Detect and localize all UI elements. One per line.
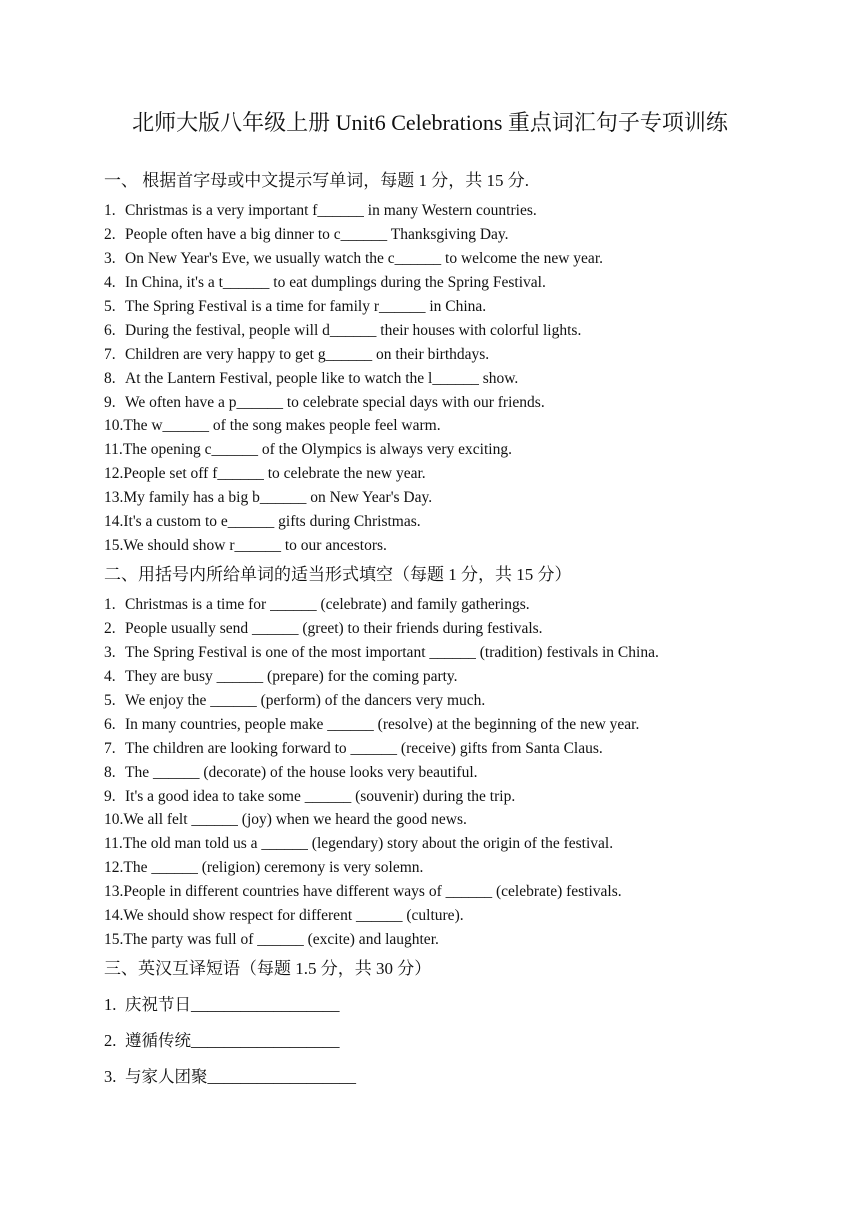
item-text: During the festival, people will d______ their houses with colorful lights.: [125, 322, 582, 339]
item-text: People set off f______ to celebrate the new year.: [123, 465, 426, 482]
item-number: 5.: [104, 692, 116, 709]
item-text: Christmas is a time for ______ (celebrate) and family gatherings.: [125, 596, 530, 613]
item-number: 13.: [104, 489, 124, 506]
list-item: [104, 273, 546, 293]
item-text: It's a custom to e______ gifts during Christmas.: [123, 513, 421, 530]
item-text: They are busy ______ (prepare) for the coming party.: [125, 668, 458, 685]
list-item: [104, 595, 530, 615]
item-text: At the Lantern Festival, people like to watch the l______ show.: [125, 370, 519, 387]
list-item: [104, 930, 439, 950]
item-number: 12.: [104, 859, 124, 876]
item-number: 13.: [104, 883, 124, 900]
list-item: [104, 619, 543, 639]
list-item: [104, 369, 518, 389]
list-item: [104, 834, 613, 854]
item-text: People in different countries have different ways of ______ (celebrate) festivals.: [123, 883, 622, 900]
section-heading-1: 一、 根据首字母或中文提示写单词，每题 1 分，共 15 分.: [104, 171, 529, 190]
list-item: [104, 225, 509, 245]
item-number: 4.: [104, 274, 116, 291]
item-number: 9.: [104, 394, 116, 411]
item-text: We should show r______ to our ancestors.: [123, 537, 387, 554]
item-text: Christmas is a very important f______ in many Western countries.: [125, 202, 537, 219]
list-item: [104, 810, 467, 830]
item-number: 15.: [104, 537, 124, 554]
item-text: We all felt ______ (joy) when we heard the good news.: [123, 811, 467, 828]
item-text: People often have a big dinner to c______ Thanksgiving Day.: [125, 226, 509, 243]
item-number: 2.: [104, 620, 116, 637]
item-number: 12.: [104, 465, 124, 482]
item-number: 5.: [104, 298, 116, 315]
item-number: 3.: [104, 250, 116, 267]
page-title: 北师大版八年级上册 Unit6 Celebrations 重点词汇句子专项训练: [132, 110, 728, 135]
item-text: Children are very happy to get g______ on their birthdays.: [125, 346, 490, 363]
item-text: 庆祝节日__________________: [125, 995, 340, 1014]
item-number: 11.: [104, 441, 123, 458]
list-item: [104, 416, 441, 436]
section-heading-3: 三、英汉互译短语（每题 1.5 分，共 30 分）: [104, 959, 432, 978]
item-number: 14.: [104, 513, 124, 530]
item-text: People usually send ______ (greet) to their friends during festivals.: [125, 620, 543, 637]
item-text: The ______ (decorate) of the house looks very beautiful.: [125, 764, 478, 781]
item-text: The Spring Festival is a time for family r______ in China.: [125, 298, 487, 315]
item-text: The ______ (religion) ceremony is very solemn.: [123, 859, 424, 876]
list-item: [104, 995, 340, 1015]
item-number: 15.: [104, 931, 124, 948]
list-item: [104, 715, 639, 735]
list-item: [104, 691, 485, 711]
list-item: [104, 858, 423, 878]
list-item: [104, 297, 486, 317]
list-item: [104, 249, 603, 269]
item-number: 3.: [104, 1067, 117, 1086]
item-text: The opening c______ of the Olympics is always very exciting.: [122, 441, 512, 458]
item-number: 7.: [104, 740, 116, 757]
item-number: 10.: [104, 417, 124, 434]
item-text: The party was full of ______ (excite) and laughter.: [123, 931, 439, 948]
list-item: [104, 906, 464, 926]
item-text: The old man told us a ______ (legendary) story about the origin of the festival.: [122, 835, 614, 852]
list-item: [104, 787, 515, 807]
item-number: 14.: [104, 907, 124, 924]
item-number: 1.: [104, 202, 116, 219]
item-number: 6.: [104, 716, 116, 733]
list-item: [104, 488, 432, 508]
item-number: 1.: [104, 995, 117, 1014]
item-number: 8.: [104, 764, 116, 781]
list-item: [104, 440, 512, 460]
list-item: [104, 667, 458, 687]
list-item: [104, 1067, 356, 1087]
item-number: 8.: [104, 370, 116, 387]
item-text: The w______ of the song makes people feel warm.: [123, 417, 441, 434]
item-text: In China, it's a t______ to eat dumplings during the Spring Festival.: [125, 274, 546, 291]
item-number: 11.: [104, 835, 123, 852]
item-number: 1.: [104, 596, 116, 613]
list-item: [104, 1031, 340, 1051]
list-item: [104, 739, 603, 759]
item-text: We often have a p______ to celebrate special days with our friends.: [125, 394, 545, 411]
item-text: It's a good idea to take some ______ (souvenir) during the trip.: [125, 788, 516, 805]
item-text: We enjoy the ______ (perform) of the dancers very much.: [125, 692, 486, 709]
item-number: 6.: [104, 322, 116, 339]
item-number: 2.: [104, 226, 116, 243]
list-item: [104, 393, 545, 413]
item-text: The Spring Festival is one of the most important ______ (tradition) festivals in China.: [125, 644, 659, 661]
list-item: [104, 464, 426, 484]
list-item: [104, 512, 421, 532]
item-number: 4.: [104, 668, 116, 685]
item-text: The children are looking forward to ______ (receive) gifts from Santa Claus.: [125, 740, 603, 757]
item-number: 2.: [104, 1031, 117, 1050]
item-number: 9.: [104, 788, 116, 805]
item-number: 3.: [104, 644, 116, 661]
item-number: 10.: [104, 811, 124, 828]
item-text: 与家人团聚__________________: [125, 1067, 356, 1086]
item-number: 7.: [104, 346, 116, 363]
list-item: [104, 321, 581, 341]
list-item: [104, 643, 659, 663]
item-text: My family has a big b______ on New Year's Day.: [123, 489, 433, 506]
list-item: [104, 882, 622, 902]
list-item: [104, 345, 489, 365]
list-item: [104, 201, 537, 221]
item-text: On New Year's Eve, we usually watch the c______ to welcome the new year.: [125, 250, 603, 267]
section-heading-2: 二、用括号内所给单词的适当形式填空（每题 1 分，共 15 分）: [104, 565, 572, 584]
item-text: In many countries, people make ______ (resolve) at the beginning of the new year.: [125, 716, 640, 733]
list-item: [104, 536, 387, 556]
item-text: We should show respect for different ______ (culture).: [123, 907, 464, 924]
list-item: [104, 763, 478, 783]
item-text: 遵循传统__________________: [125, 1031, 340, 1050]
